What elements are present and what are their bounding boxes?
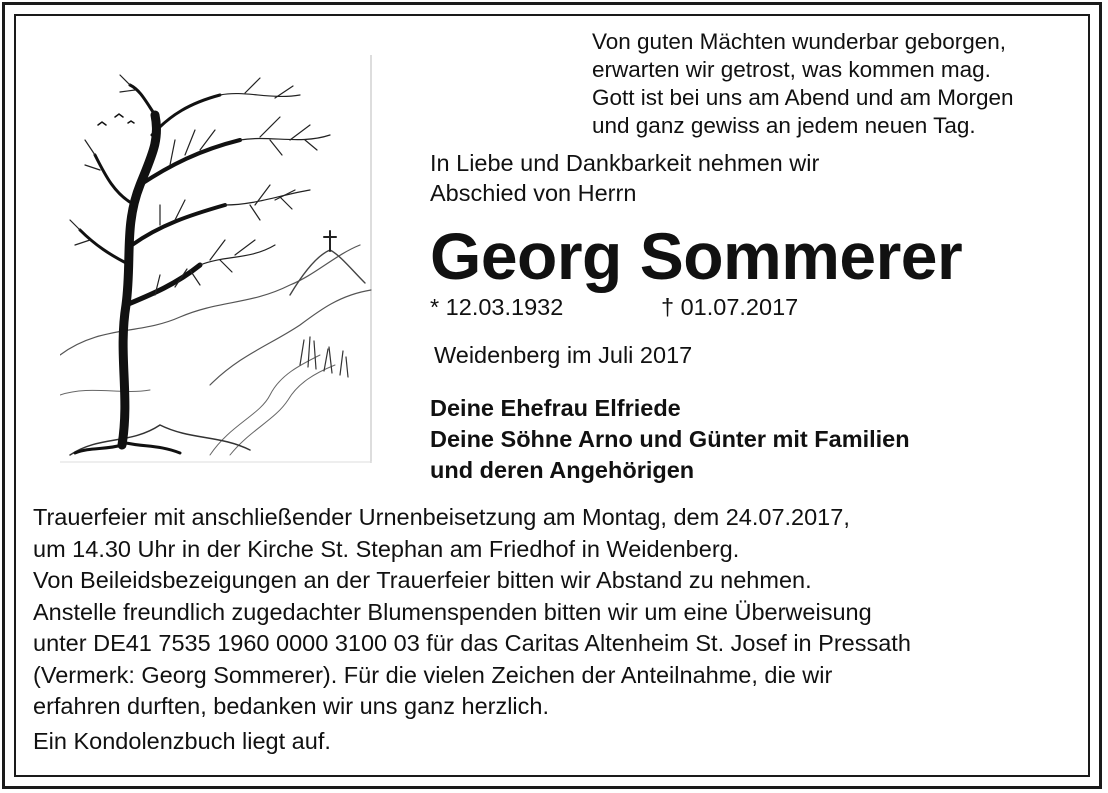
details-line: (Vermerk: Georg Sommerer). Für die vielen Zeichen der Anteilnahme, die wir bbox=[33, 661, 833, 688]
mourner-line: und deren Angehörigen bbox=[430, 457, 695, 483]
tree-landscape-illustration bbox=[60, 55, 372, 463]
poem-line: erwarten wir getrost, was kommen mag. bbox=[592, 57, 991, 82]
birth-date: * 12.03.1932 bbox=[430, 294, 564, 320]
poem-line: Von guten Mächten wunderbar geborgen, bbox=[592, 29, 1007, 54]
details-line: Trauerfeier mit anschließender Urnenbeisetzung am Montag, dem 24.07.2017, bbox=[33, 504, 850, 530]
place-and-date: Weidenberg im Juli 2017 bbox=[434, 342, 693, 368]
details-line: unter DE41 7535 1960 0000 3100 03 für das Caritas Altenheim St. Josef in Pressath bbox=[33, 630, 911, 656]
funeral-details bbox=[33, 502, 1078, 723]
details-line: erfahren durften, bedanken wir uns ganz herzlich. bbox=[33, 693, 550, 719]
intro-line: Abschied von Herrn bbox=[430, 180, 637, 206]
poem bbox=[592, 28, 1072, 140]
poem-line: Gott ist bei uns am Abend und am Morgen bbox=[592, 85, 1014, 110]
mourner-line: Deine Söhne Arno und Günter mit Familien bbox=[430, 426, 910, 452]
mourners-list bbox=[430, 393, 910, 486]
mourner-line: Deine Ehefrau Elfriede bbox=[430, 395, 681, 421]
intro-line: In Liebe und Dankbarkeit nehmen wir bbox=[430, 150, 820, 176]
details-line: um 14.30 Uhr in der Kirche St. Stephan am Friedhof in Weidenberg. bbox=[33, 535, 740, 562]
poem-line: und ganz gewiss an jedem neuen Tag. bbox=[592, 113, 976, 138]
details-line: Von Beileidsbezeigungen an der Trauerfeier bitten wir Abstand zu nehmen. bbox=[33, 567, 812, 593]
deceased-name: Georg Sommerer bbox=[430, 219, 963, 293]
farewell-intro bbox=[430, 148, 1070, 208]
death-date: † 01.07.2017 bbox=[661, 294, 799, 320]
details-line: Anstelle freundlich zugedachter Blumenspenden bitten wir um eine Überweisung bbox=[33, 598, 872, 625]
guestbook-note: Ein Kondolenzbuch liegt auf. bbox=[33, 728, 331, 754]
